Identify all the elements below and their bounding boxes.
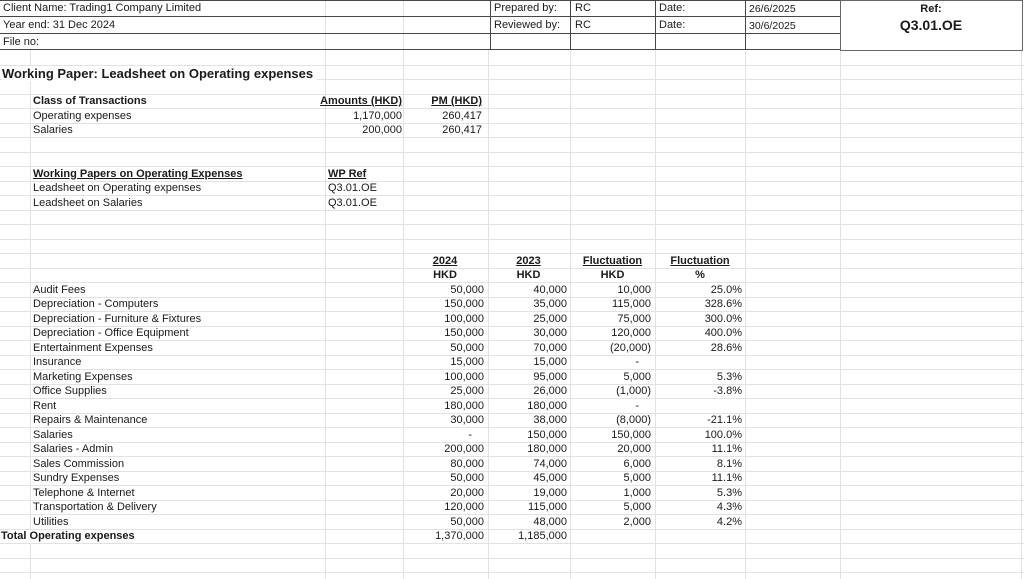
gridline-v xyxy=(570,50,571,579)
expense-row-fluct[interactable]: 5,000 xyxy=(623,501,651,513)
expense-row-fluct[interactable]: 120,000 xyxy=(611,327,651,339)
expense-row-y2024[interactable]: 120,000 xyxy=(444,501,484,513)
expense-row-label[interactable]: Depreciation - Computers xyxy=(33,298,159,310)
expense-row-label[interactable]: Marketing Expenses xyxy=(33,370,133,383)
gridline-h xyxy=(0,239,1024,240)
expense-row-fluct[interactable]: 6,000 xyxy=(623,457,651,470)
expense-row-y2023[interactable]: 1,185,000 xyxy=(518,530,567,542)
expense-row-y2024[interactable]: 100,000 xyxy=(444,312,484,325)
expense-row-pct[interactable]: -21.1% xyxy=(707,414,742,426)
expense-row-y2024[interactable]: 50,000 xyxy=(450,472,484,484)
expense-row-y2023[interactable]: 30,000 xyxy=(533,327,567,339)
expense-row-y2024[interactable]: 50,000 xyxy=(450,515,484,528)
expense-header-line2[interactable]: HKD xyxy=(600,269,625,281)
expense-row-fluct[interactable]: 150,000 xyxy=(611,428,651,441)
expense-row-y2024[interactable]: 50,000 xyxy=(450,283,484,296)
expense-row-y2023[interactable]: 45,000 xyxy=(533,472,567,484)
expense-row-y2023[interactable]: 180,000 xyxy=(527,443,567,455)
expense-header-line1[interactable]: Fluctuation xyxy=(670,254,730,267)
wp-index-row-label[interactable]: Leadsheet on Operating expenses xyxy=(33,182,202,194)
expense-row-pct[interactable]: 400.0% xyxy=(704,327,742,339)
expense-row-fluct[interactable]: (8,000) xyxy=(616,414,651,426)
expense-header-line1[interactable]: 2024 xyxy=(432,254,458,267)
materiality-header-amounts[interactable]: Amounts (HKD) xyxy=(320,95,402,107)
expense-row-y2024[interactable]: 150,000 xyxy=(444,327,484,339)
gridline-v xyxy=(325,0,326,50)
expense-row-label[interactable]: Rent xyxy=(33,399,57,412)
expense-row-y2024[interactable]: 15,000 xyxy=(450,356,484,368)
expense-row-y2023[interactable]: 25,000 xyxy=(533,312,567,325)
expense-row-label[interactable]: Transportation & Delivery xyxy=(33,501,157,513)
year-end-cell[interactable]: Year end: 31 Dec 2024 xyxy=(3,19,116,31)
header-border-v xyxy=(655,0,656,50)
expense-row-y2024[interactable]: 25,000 xyxy=(450,385,484,397)
expense-header-line2[interactable]: HKD xyxy=(433,269,457,281)
expense-row-pct[interactable]: 28.6% xyxy=(710,341,742,354)
expense-row-fluct[interactable]: - xyxy=(635,356,639,368)
expense-row-pct[interactable]: 100.0% xyxy=(704,428,742,441)
gridline-v xyxy=(403,0,404,50)
materiality-row-label[interactable]: Operating expenses xyxy=(33,109,132,122)
expense-row-y2024[interactable]: 180,000 xyxy=(444,399,484,412)
expense-row-y2023[interactable]: 74,000 xyxy=(533,457,567,470)
expense-row-fluct[interactable]: 20,000 xyxy=(617,443,651,455)
gridline-h xyxy=(0,137,1024,138)
expense-row-fluct[interactable]: 115,000 xyxy=(612,298,651,310)
expense-row-y2024[interactable]: 200,000 xyxy=(444,443,484,455)
expense-row-label[interactable]: Telephone & Internet xyxy=(33,486,135,499)
expense-row-label[interactable]: Insurance xyxy=(33,356,82,368)
expense-row-label[interactable]: Depreciation - Office Equipment xyxy=(33,327,189,339)
expense-row-y2024[interactable]: 50,000 xyxy=(450,341,484,354)
expense-row-y2023[interactable]: 180,000 xyxy=(527,399,567,412)
materiality-row-pm[interactable]: 260,417 xyxy=(442,124,482,136)
expense-row-y2023[interactable]: 19,000 xyxy=(533,486,567,499)
expense-row-label[interactable]: Utilities xyxy=(33,515,69,528)
header-border-v xyxy=(490,0,491,50)
file-no-cell[interactable]: File no: xyxy=(3,36,40,48)
expense-row-pct[interactable]: 8.1% xyxy=(716,457,742,470)
expense-header-line1[interactable]: Fluctuation xyxy=(582,254,643,267)
expense-row-fluct[interactable]: 75,000 xyxy=(617,312,651,325)
header-border-h xyxy=(0,16,840,17)
materiality-row-pm[interactable]: 260,417 xyxy=(442,109,482,122)
header-border-h xyxy=(0,0,840,1)
expense-row-y2023[interactable]: 150,000 xyxy=(527,428,567,441)
expense-row-fluct[interactable]: 10,000 xyxy=(617,283,651,296)
expense-row-y2023[interactable]: 40,000 xyxy=(533,283,567,296)
gridline-v xyxy=(840,50,841,579)
expense-row-fluct[interactable]: 1,000 xyxy=(623,486,651,499)
expense-row-fluct[interactable]: 5,000 xyxy=(623,370,651,383)
wp-index-row-label[interactable]: Leadsheet on Salaries xyxy=(33,196,143,209)
expense-row-y2024[interactable]: 20,000 xyxy=(450,486,484,499)
reviewed-date-value[interactable]: 30/6/2025 xyxy=(749,20,796,32)
expense-header-line2[interactable]: % xyxy=(695,269,705,281)
expense-row-pct[interactable]: 25.0% xyxy=(710,283,742,296)
expense-row-fluct[interactable]: (20,000) xyxy=(610,341,651,354)
expense-row-y2023[interactable]: 38,000 xyxy=(533,414,567,426)
expense-row-y2024[interactable]: - xyxy=(468,428,472,441)
expense-row-y2024[interactable]: 30,000 xyxy=(450,414,484,426)
expense-row-fluct[interactable]: (1,000) xyxy=(616,385,651,397)
prepared-by-label[interactable]: Prepared by: xyxy=(494,2,557,14)
materiality-row-amount[interactable]: 200,000 xyxy=(362,124,402,136)
expense-row-y2024[interactable]: 150,000 xyxy=(444,298,484,310)
client-name-cell[interactable]: Client Name: Trading1 Company Limited xyxy=(3,2,202,14)
expense-row-fluct[interactable]: - xyxy=(635,399,639,412)
gridline-h xyxy=(0,572,1024,573)
expense-row-y2024[interactable]: 1,370,000 xyxy=(435,530,484,542)
materiality-header-pm[interactable]: PM (HKD) xyxy=(431,95,482,107)
expense-row-label[interactable]: Salaries xyxy=(33,428,73,441)
expense-row-pct[interactable]: 300.0% xyxy=(704,312,742,325)
gridline-h xyxy=(0,210,1024,211)
prepared-by-value[interactable]: RC xyxy=(575,2,591,14)
expense-row-pct[interactable]: 5.3% xyxy=(716,370,742,383)
gridline-h xyxy=(0,558,1024,559)
reviewed-date-label[interactable]: Date: xyxy=(659,19,686,31)
expense-row-fluct[interactable]: 2,000 xyxy=(623,515,651,528)
gridline-v xyxy=(30,50,31,579)
expense-row-y2023[interactable]: 70,000 xyxy=(533,341,567,354)
expense-total-label[interactable]: Total Operating expenses xyxy=(1,530,191,543)
reviewed-by-label[interactable]: Reviewed by: xyxy=(494,19,561,31)
wp-index-row-ref[interactable]: Q3.01.OE xyxy=(328,196,377,209)
wp-index-header-title[interactable]: Working Papers on Operating Expenses xyxy=(33,167,243,180)
expense-row-y2023[interactable]: 95,000 xyxy=(533,370,567,383)
expense-row-y2023[interactable]: 15,000 xyxy=(533,356,567,368)
expense-row-pct[interactable]: 4.2% xyxy=(716,515,742,528)
expense-header-line1[interactable]: 2023 xyxy=(516,254,541,267)
gridline-h xyxy=(0,543,1024,544)
expense-row-label[interactable]: Sales Commission xyxy=(33,457,125,470)
materiality-row-label[interactable]: Salaries xyxy=(33,124,73,136)
expense-row-y2023[interactable]: 115,000 xyxy=(528,501,567,513)
gridline-h xyxy=(0,224,1024,225)
header-border-h xyxy=(0,33,840,34)
expense-row-y2023[interactable]: 26,000 xyxy=(533,385,567,397)
expense-row-fluct[interactable]: 5,000 xyxy=(623,472,651,484)
gridline-v xyxy=(655,50,656,579)
expense-row-y2024[interactable]: 80,000 xyxy=(450,457,484,470)
expense-row-label[interactable]: Repairs & Maintenance xyxy=(33,414,148,426)
expense-row-y2024[interactable]: 100,000 xyxy=(444,370,484,383)
expense-row-label[interactable]: Office Supplies xyxy=(33,385,107,397)
expense-row-y2023[interactable]: 48,000 xyxy=(533,515,567,528)
wp-index-row-ref[interactable]: Q3.01.OE xyxy=(328,182,377,194)
gridline-h xyxy=(0,152,1024,153)
header-border-v xyxy=(745,0,746,50)
header-border-v xyxy=(570,0,571,50)
gridline-v xyxy=(1021,50,1022,579)
expense-row-label[interactable]: Entertainment Expenses xyxy=(33,341,153,354)
expense-header-line2[interactable]: HKD xyxy=(516,269,541,281)
ref-value[interactable]: Q3.01.OE xyxy=(899,17,963,33)
expense-row-pct[interactable]: 11.1% xyxy=(711,443,742,455)
expense-row-label[interactable]: Audit Fees xyxy=(33,283,86,296)
expense-row-pct[interactable]: 5.3% xyxy=(716,486,742,499)
expense-row-pct[interactable]: 11.1% xyxy=(711,472,742,484)
reviewed-by-value[interactable]: RC xyxy=(575,19,591,31)
header-border-h xyxy=(0,49,840,50)
expense-row-pct[interactable]: -3.8% xyxy=(713,385,742,397)
materiality-header-class[interactable]: Class of Transactions xyxy=(33,95,147,107)
expense-row-label[interactable]: Sundry Expenses xyxy=(33,472,120,484)
expense-row-pct[interactable]: 4.3% xyxy=(716,501,742,513)
page-title: Working Paper: Leadsheet on Operating expenses xyxy=(2,66,317,81)
materiality-row-amount[interactable]: 1,170,000 xyxy=(353,109,402,122)
expense-row-label[interactable]: Depreciation - Furniture & Fixtures xyxy=(33,312,202,325)
expense-row-label[interactable]: Salaries - Admin xyxy=(33,443,114,455)
expense-row-pct[interactable]: 328.6% xyxy=(704,298,742,310)
prepared-date-label[interactable]: Date: xyxy=(659,2,686,14)
expense-row-y2023[interactable]: 35,000 xyxy=(533,298,567,310)
ref-label: Ref: xyxy=(920,3,942,15)
prepared-date-value[interactable]: 26/6/2025 xyxy=(749,3,796,15)
wp-index-header-ref[interactable]: WP Ref xyxy=(328,167,367,180)
gridline-v xyxy=(745,50,746,579)
